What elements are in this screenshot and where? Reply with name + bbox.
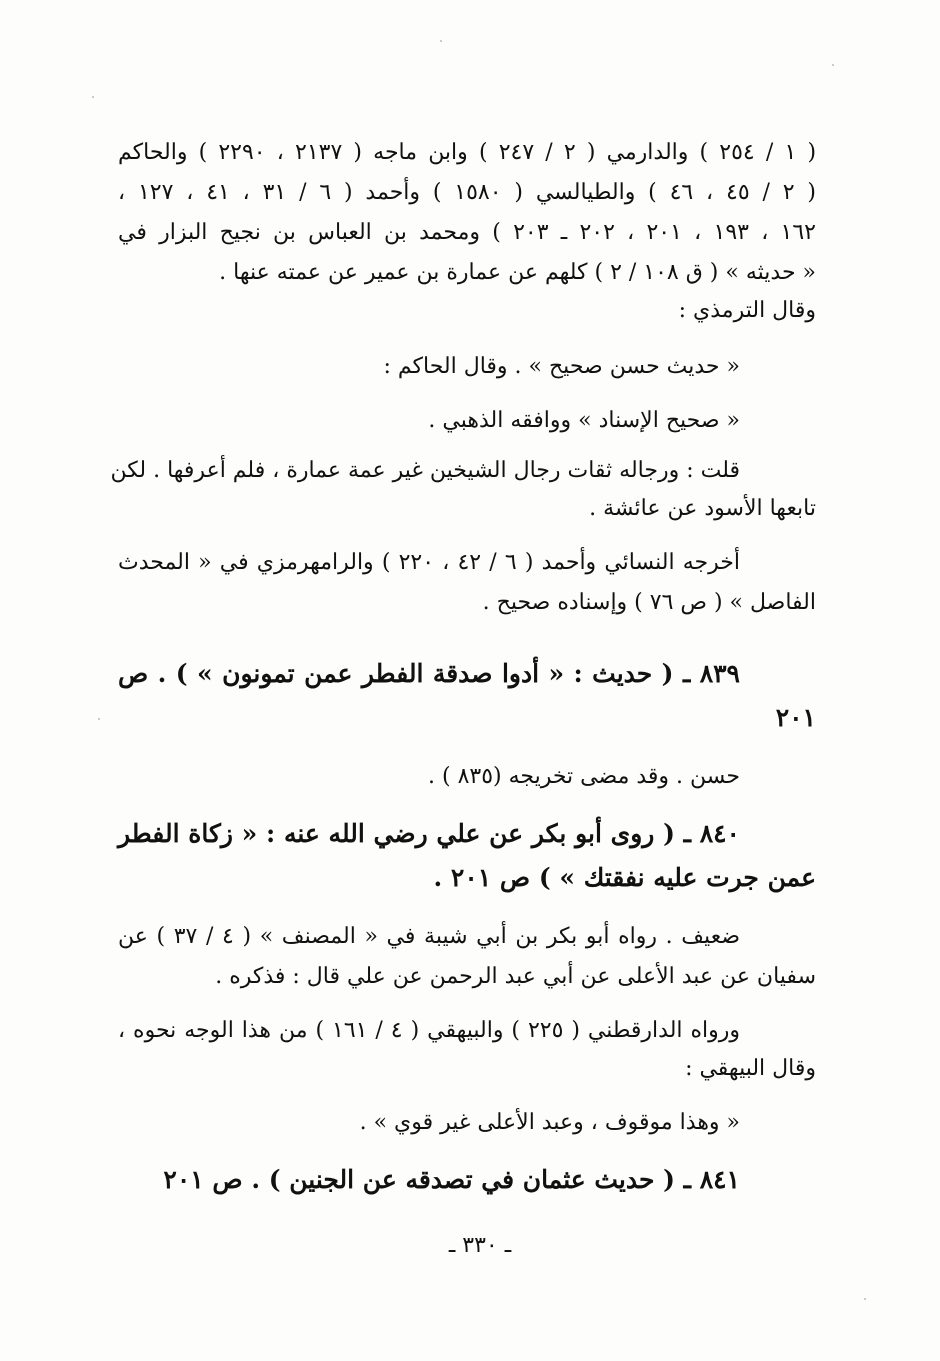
text-line: ١٦٢ ، ١٩٣ ، ٢٠١ ، ٢٠٢ ـ ٢٠٣ ) ومحمد بن العباس بن نجيح البزار في bbox=[118, 220, 816, 245]
hadith-heading: ٨٤١ ـ ( حديث عثمان في تصدقه عن الجنين ) . ص ٢٠١ bbox=[163, 1165, 740, 1194]
text-line: وقال الترمذي : bbox=[678, 298, 816, 323]
text-line: سفيان عن عبد الأعلى عن أبي عبد الرحمن عن علي قال : فذكره . bbox=[215, 964, 816, 989]
text-line: ( ٢ / ٤٥ ، ٤٦ ) والطيالسي ( ١٥٨٠ ) وأحمد ( ٦ / ٣١ ، ٤١ ، ١٢٧ ، bbox=[118, 180, 816, 205]
text-line: « حديثه » ( ق ١٠٨ / ٢ ) كلهم عن عمارة بن عمير عن عمته عنها . bbox=[219, 260, 816, 285]
text-line: أخرجه النسائي وأحمد ( ٦ / ٤٢ ، ٢٢٠ ) والرامهرمزي في « المحدث bbox=[118, 550, 740, 575]
hadith-heading: ٨٤٠ ـ ( روى أبو بكر عن علي رضي الله عنه : « زكاة الفطر bbox=[118, 819, 740, 848]
text-line: حسن . وقد مضى تخريجه (٨٣٥ ) . bbox=[428, 764, 740, 789]
hadith-heading: عمن جرت عليه نفقتك » ) ص ٢٠١ . bbox=[433, 863, 816, 892]
text-line: وقال البيهقي : bbox=[685, 1056, 816, 1081]
page-number: ـ ٣٣٠ ـ bbox=[448, 1233, 512, 1258]
text-line: الفاصل » ( ص ٧٦ ) وإسناده صحيح . bbox=[482, 590, 816, 615]
text-line: ضعيف . رواه أبو بكر بن أبي شيبة في « المصنف » ( ٤ / ٣٧ ) عن bbox=[118, 924, 740, 949]
text-line: ورواه الدارقطني ( ٢٢٥ ) والبيهقي ( ٤ / ١٦١ ) من هذا الوجه نحوه ، bbox=[118, 1018, 740, 1043]
text-line: ( ١ / ٢٥٤ ) والدارمي ( ٢ / ٢٤٧ ) وابن ماجه ( ٢١٣٧ ، ٢٢٩٠ ) والحاكم bbox=[118, 140, 817, 165]
quote-line: « صحيح الإسناد » ووافقه الذهبي . bbox=[428, 408, 740, 433]
hadith-heading: ٢٠١ bbox=[775, 703, 816, 732]
text-line: قلت : ورجاله ثقات رجال الشيخين غير عمة عمارة ، فلم أعرفها . لكن bbox=[110, 458, 740, 483]
quote-line: « وهذا موقوف ، وعبد الأعلى غير قوي » . bbox=[359, 1110, 740, 1135]
text-line: تابعها الأسود عن عائشة . bbox=[589, 496, 816, 521]
quote-line: « حديث حسن صحيح » . وقال الحاكم : bbox=[383, 354, 740, 379]
hadith-heading: ٨٣٩ ـ ( حديث : « أدوا صدقة الفطر عمن تمونون » ) . ص bbox=[118, 659, 740, 688]
